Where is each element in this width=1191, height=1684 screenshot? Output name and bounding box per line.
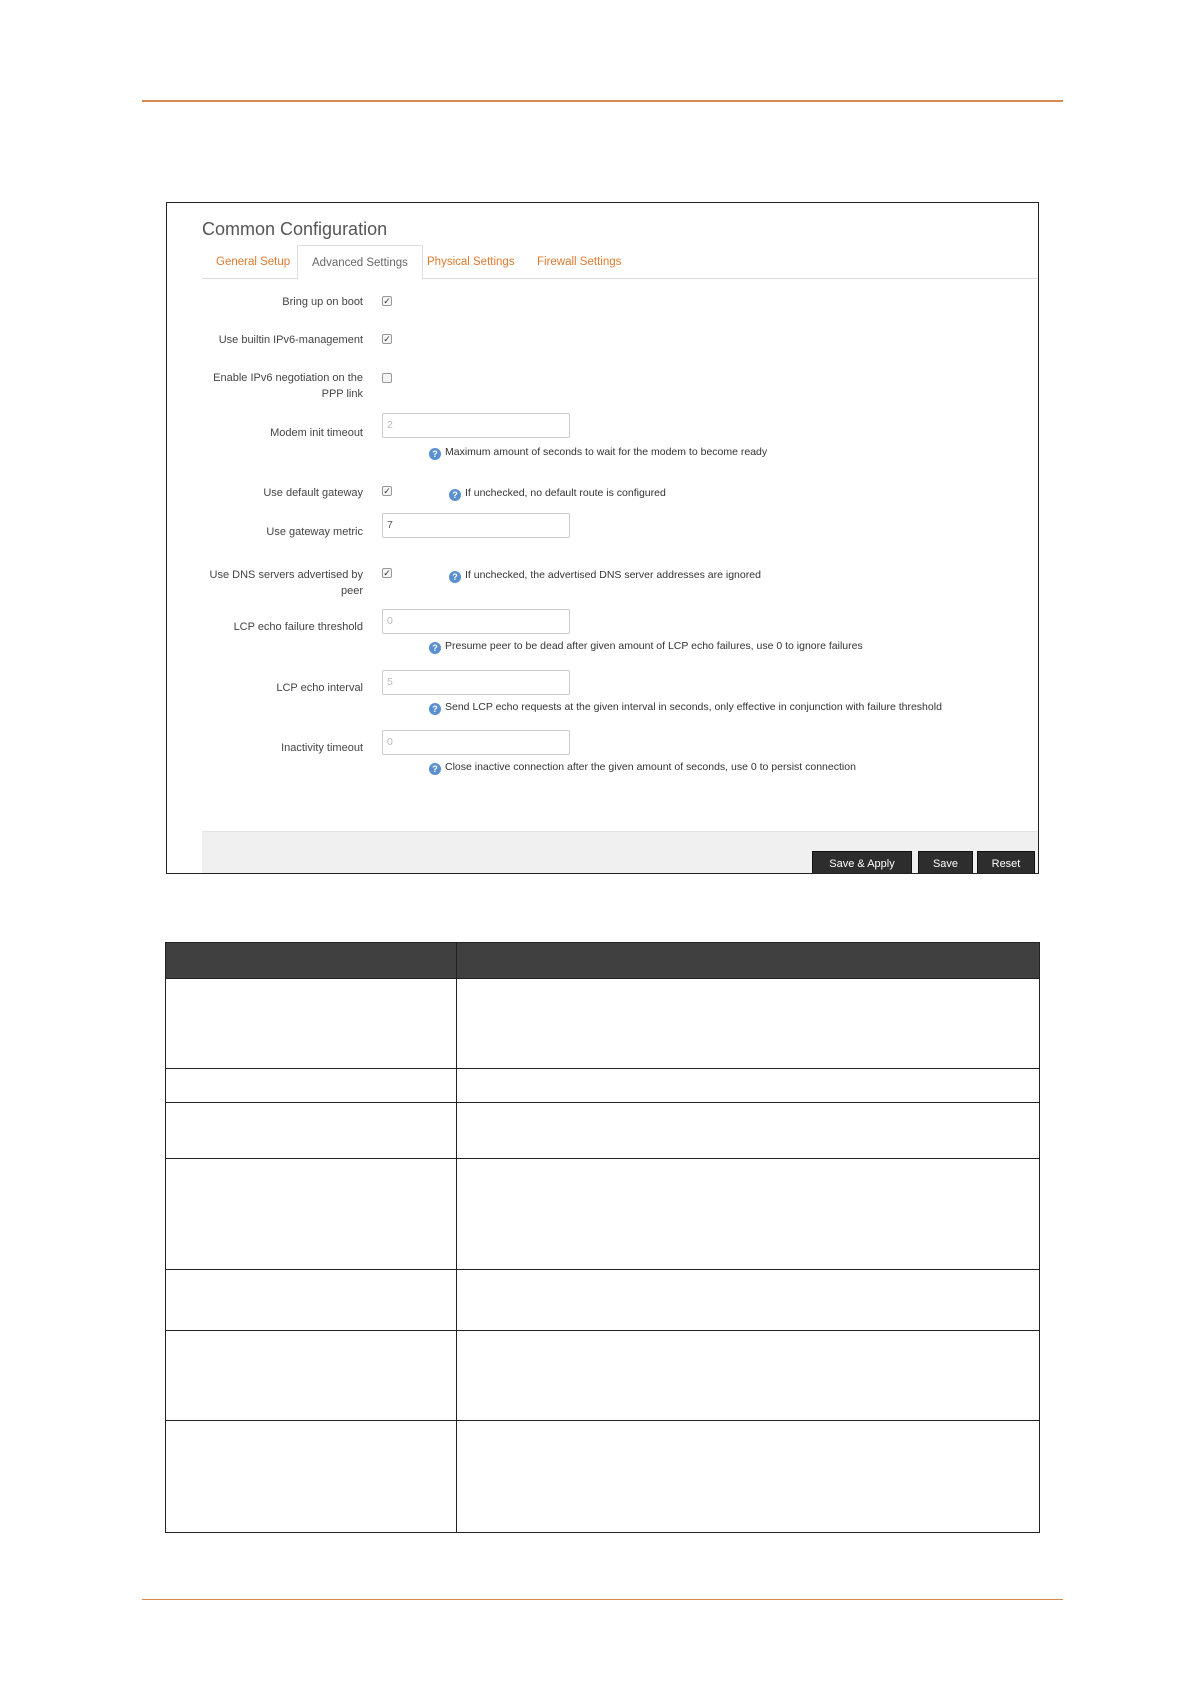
- screenshot-frame: [166, 202, 1039, 874]
- question-icon: ?: [429, 703, 441, 715]
- default-gateway-checkbox[interactable]: ✓: [383, 486, 391, 496]
- footer-rule: [142, 1599, 1063, 1600]
- table-cell: [457, 1421, 1040, 1533]
- description-table: [165, 942, 1040, 1533]
- ipv6-management-checkbox[interactable]: ✓: [383, 334, 391, 344]
- table-cell: [166, 979, 457, 1069]
- table-row: [166, 1421, 1040, 1533]
- tab-general-setup[interactable]: General Setup: [216, 256, 291, 268]
- table-cell: [457, 1069, 1040, 1103]
- page-title: Common Configuration: [202, 219, 388, 239]
- table-row: [166, 1270, 1040, 1331]
- table-cell: [457, 1159, 1040, 1270]
- inactivity-input[interactable]: 0: [382, 730, 570, 755]
- question-icon: ?: [429, 763, 441, 775]
- table-cell: [457, 1270, 1040, 1331]
- lcp-interval-hint-text: Send LCP echo requests at the given interval in seconds, only effective in conjunction with failure threshold: [445, 701, 942, 713]
- question-icon: ?: [429, 642, 441, 654]
- table-cell: [166, 1331, 457, 1421]
- ipv6-management-label: Use builtin IPv6-management: [218, 334, 363, 346]
- tab-physical-settings[interactable]: Physical Settings: [427, 256, 515, 268]
- table-row: [166, 1331, 1040, 1421]
- table-cell: [457, 1103, 1040, 1159]
- modem-timeout-hint-text: Maximum amount of seconds to wait for the modem to become ready: [445, 446, 768, 458]
- tab-advanced-settings[interactable]: Advanced Settings: [297, 245, 423, 280]
- default-gateway-hint: [449, 486, 666, 501]
- lcp-interval-input[interactable]: 5: [382, 670, 570, 695]
- table-cell: [457, 1331, 1040, 1421]
- modem-timeout-label: Modem init timeout: [270, 427, 363, 439]
- modem-timeout-input[interactable]: 2: [382, 413, 570, 438]
- gateway-metric-input[interactable]: 7: [382, 513, 570, 538]
- table-row: [166, 1159, 1040, 1270]
- inactivity-label: Inactivity timeout: [281, 742, 363, 754]
- table-row: [166, 1069, 1040, 1103]
- table-row: [166, 1103, 1040, 1159]
- gateway-metric-label: Use gateway metric: [266, 526, 363, 538]
- question-icon: ?: [449, 489, 461, 501]
- default-gateway-label: Use default gateway: [263, 487, 363, 499]
- table-cell: [166, 1103, 457, 1159]
- save-apply-button[interactable]: Save & Apply: [812, 851, 912, 874]
- inactivity-hint-text: Close inactive connection after the given amount of seconds, use 0 to persist connection: [445, 761, 856, 773]
- bring-up-checkbox[interactable]: ✓: [383, 296, 391, 306]
- tab-firewall-settings[interactable]: Firewall Settings: [537, 256, 622, 268]
- table-cell: [457, 979, 1040, 1069]
- question-icon: ?: [429, 448, 441, 460]
- table-cell: [166, 1270, 457, 1331]
- save-button[interactable]: Save: [918, 851, 973, 874]
- bring-up-label: Bring up on boot: [282, 296, 363, 308]
- inactivity-hint: [429, 760, 856, 775]
- modem-timeout-hint: [429, 445, 767, 460]
- lcp-threshold-hint-text: Presume peer to be dead after given amount of LCP echo failures, use 0 to ignore failures: [445, 640, 863, 652]
- dns-peer-hint-text: If unchecked, the advertised DNS server addresses are ignored: [465, 569, 761, 581]
- question-icon: ?: [449, 571, 461, 583]
- dns-peer-checkbox[interactable]: ✓: [383, 568, 391, 578]
- lcp-interval-label: LCP echo interval: [276, 682, 363, 694]
- ipv6-negotiation-label: Enable IPv6 negotiation on the PPP link: [213, 372, 363, 400]
- default-gateway-hint-text: If unchecked, no default route is configured: [465, 487, 666, 499]
- table-header-cell: [166, 943, 457, 979]
- ipv6-negotiation-checkbox[interactable]: [382, 373, 392, 383]
- lcp-threshold-hint: [429, 639, 863, 654]
- table-header-row: [166, 943, 1040, 979]
- lcp-threshold-label: LCP echo failure threshold: [233, 621, 363, 633]
- dns-peer-label: Use DNS servers advertised by peer: [209, 569, 363, 597]
- lcp-interval-hint: [429, 700, 942, 715]
- table-header-cell: [457, 943, 1040, 979]
- header-rule: [142, 100, 1063, 102]
- form-actions-bar: [202, 831, 1038, 874]
- reset-button[interactable]: Reset: [977, 851, 1035, 874]
- dns-peer-hint: [449, 568, 761, 583]
- lcp-threshold-input[interactable]: 0: [382, 609, 570, 634]
- table-cell: [166, 1159, 457, 1270]
- table-row: [166, 979, 1040, 1069]
- table-cell: [166, 1421, 457, 1533]
- tab-bar: [202, 245, 1038, 279]
- table-cell: [166, 1069, 457, 1103]
